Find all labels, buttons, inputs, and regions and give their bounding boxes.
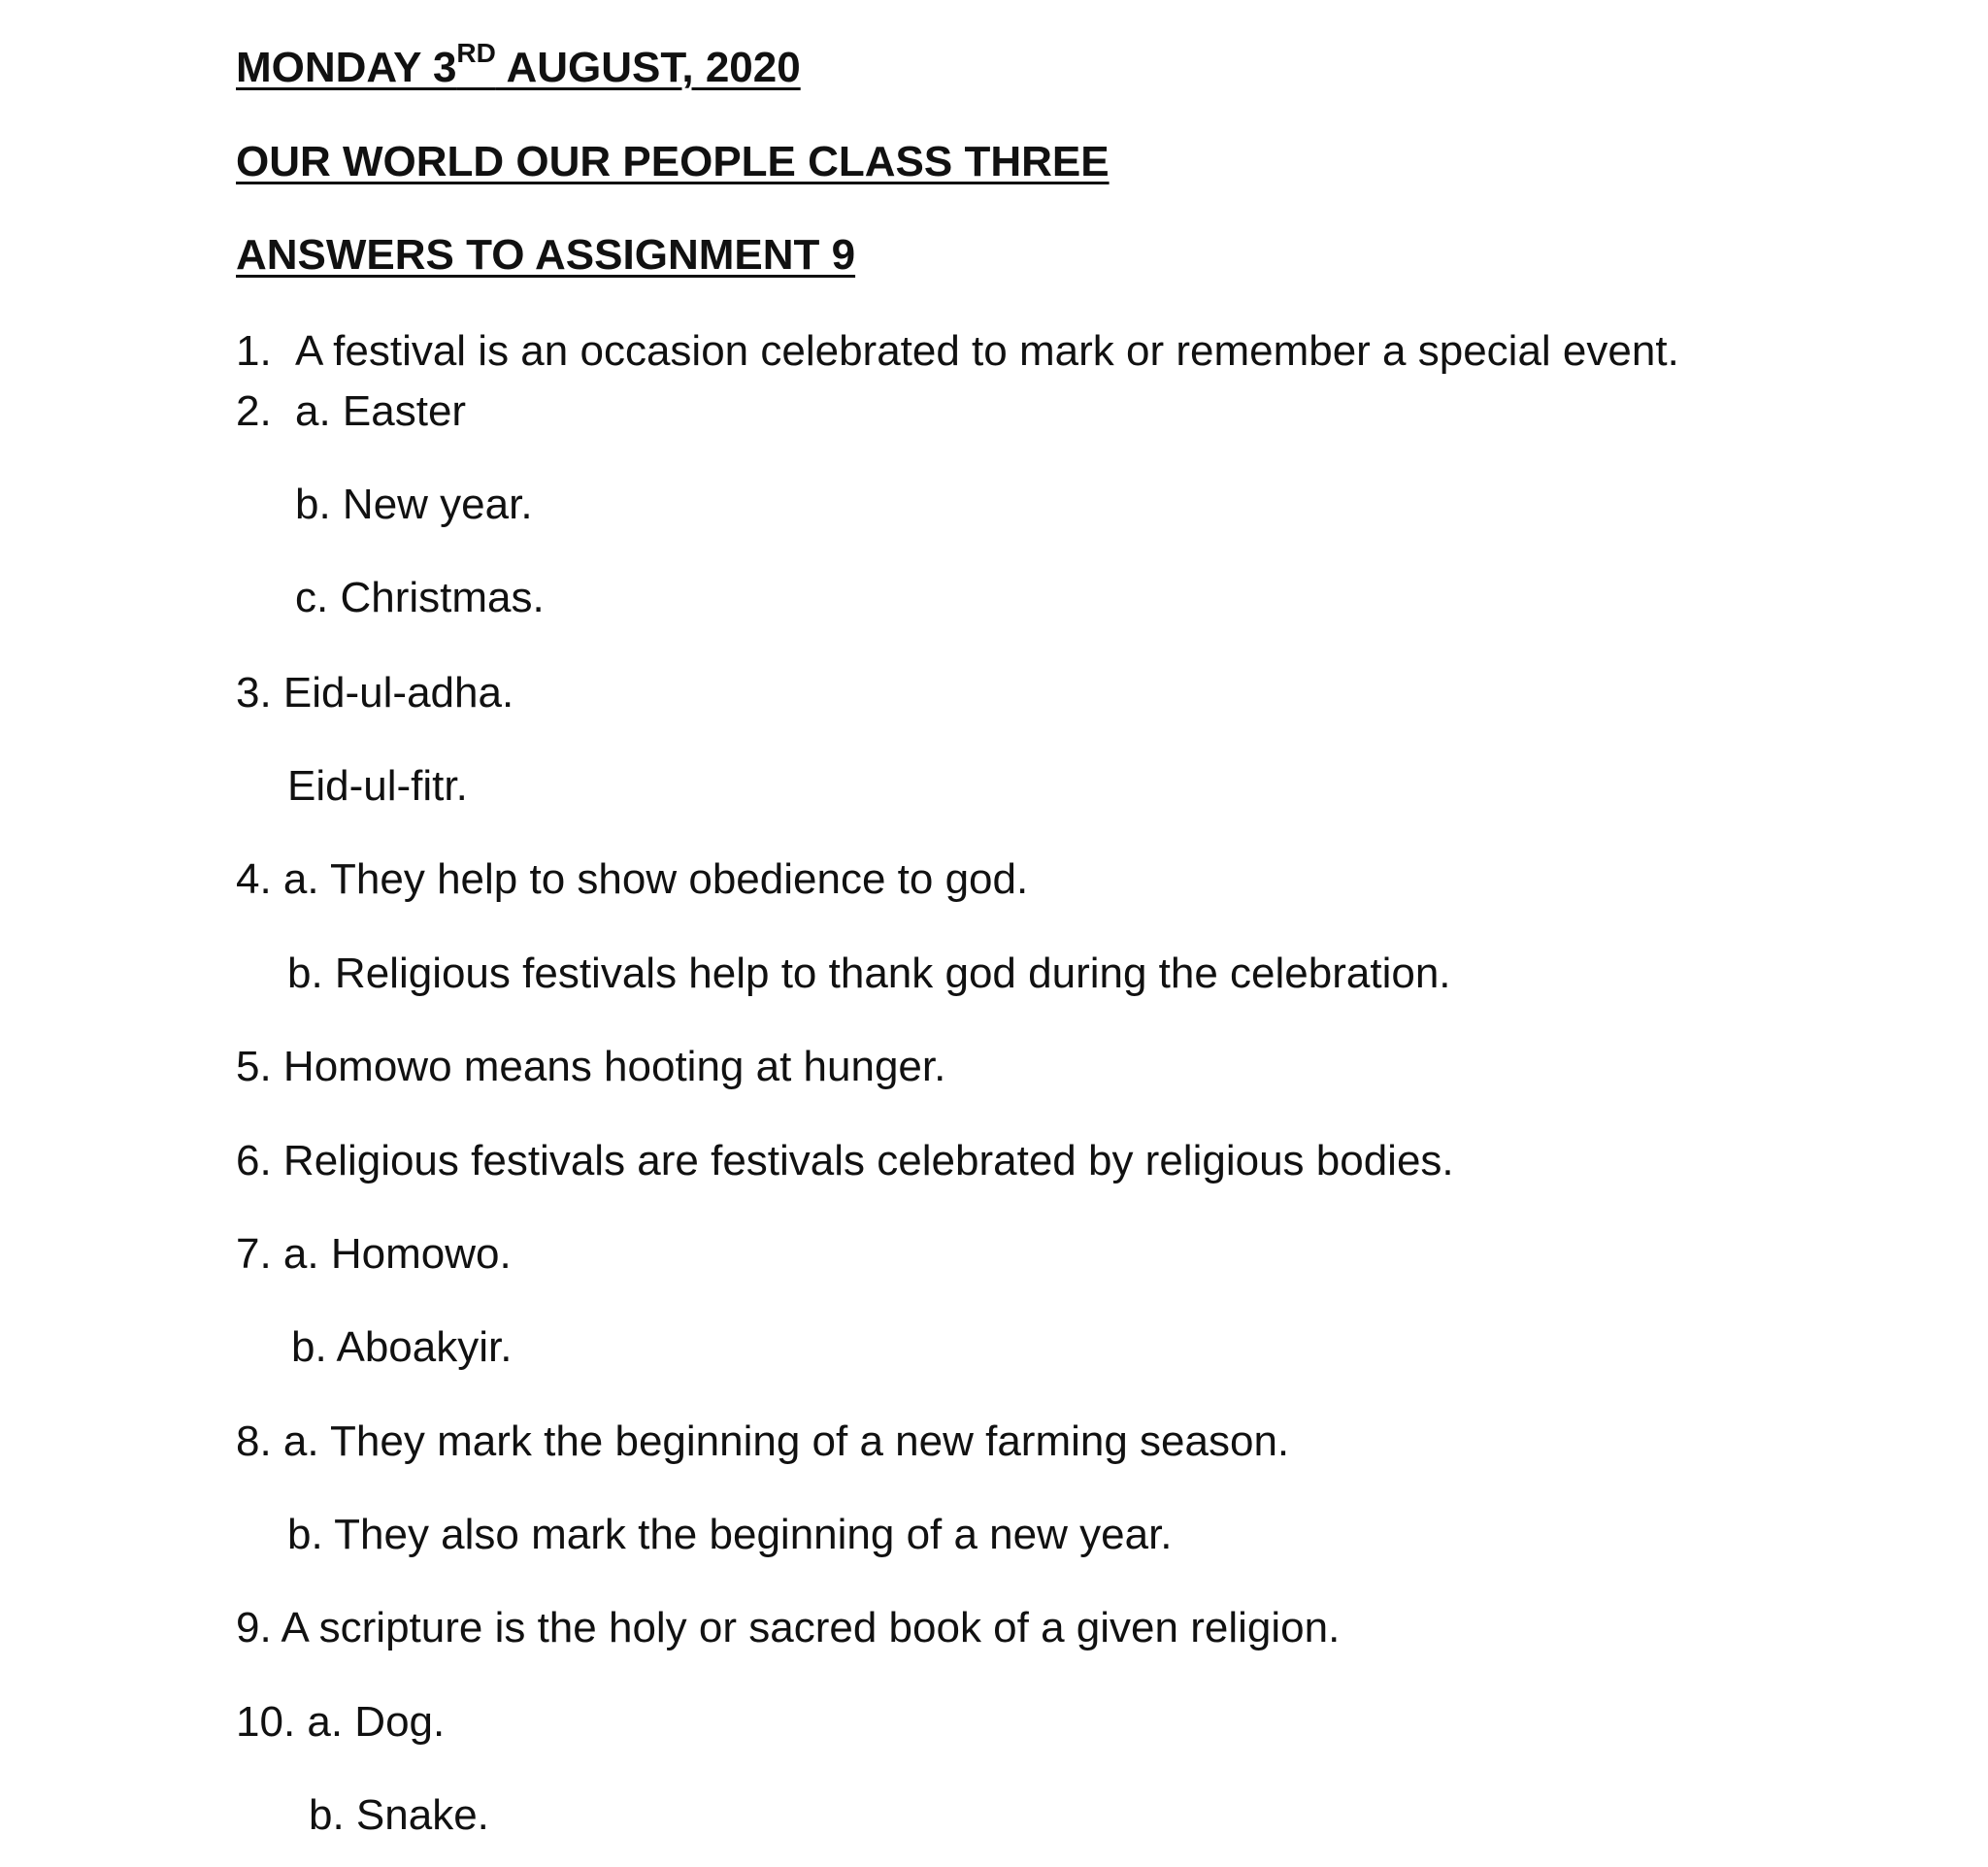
answer-2-number: 2. (236, 387, 272, 435)
answer-9: 9. A scripture is the holy or sacred book of a given religion. (236, 1604, 1341, 1651)
answer-10a: 10. a. Dog. (236, 1698, 446, 1746)
answer-1-text: A festival is an occasion celebrated to mark or remember a special event. (295, 327, 1679, 375)
answer-3b: Eid-ul-fitr. (287, 762, 468, 810)
date-heading (236, 38, 801, 93)
assignment-heading: ANSWERS TO ASSIGNMENT 9 (236, 231, 856, 279)
answer-8a: 8. a. They mark the beginning of a new farming season. (236, 1417, 1290, 1465)
answer-1 (236, 326, 1679, 377)
answer-7b: b. Aboakyir. (291, 1323, 513, 1371)
answer-8b: b. They also mark the beginning of a new year. (287, 1511, 1173, 1558)
date-superscript: RD (456, 38, 496, 69)
date-prefix: MONDAY 3 (236, 44, 457, 91)
answer-1-number: 1. (236, 327, 272, 375)
subject-heading: OUR WORLD OUR PEOPLE CLASS THREE (236, 138, 1110, 185)
answer-2b: b. New year. (295, 481, 533, 528)
answer-10b: b. Snake. (309, 1791, 489, 1839)
answer-5: 5. Homowo means hooting at hunger. (236, 1043, 946, 1090)
answer-4b: b. Religious festivals help to thank god during the celebration. (287, 950, 1451, 997)
answer-3: 3. Eid-ul-adha. (236, 669, 514, 717)
answer-7a: 7. a. Homowo. (236, 1230, 512, 1278)
answer-2a-text: a. Easter (295, 387, 467, 435)
answer-4a: 4. a. They help to show obedience to god. (236, 855, 1029, 903)
date-suffix: AUGUST, 2020 (495, 44, 801, 91)
answer-6: 6. Religious festivals are festivals celebrated by religious bodies. (236, 1137, 1454, 1184)
answer-2 (236, 386, 466, 437)
answer-2c: c. Christmas. (295, 574, 545, 621)
